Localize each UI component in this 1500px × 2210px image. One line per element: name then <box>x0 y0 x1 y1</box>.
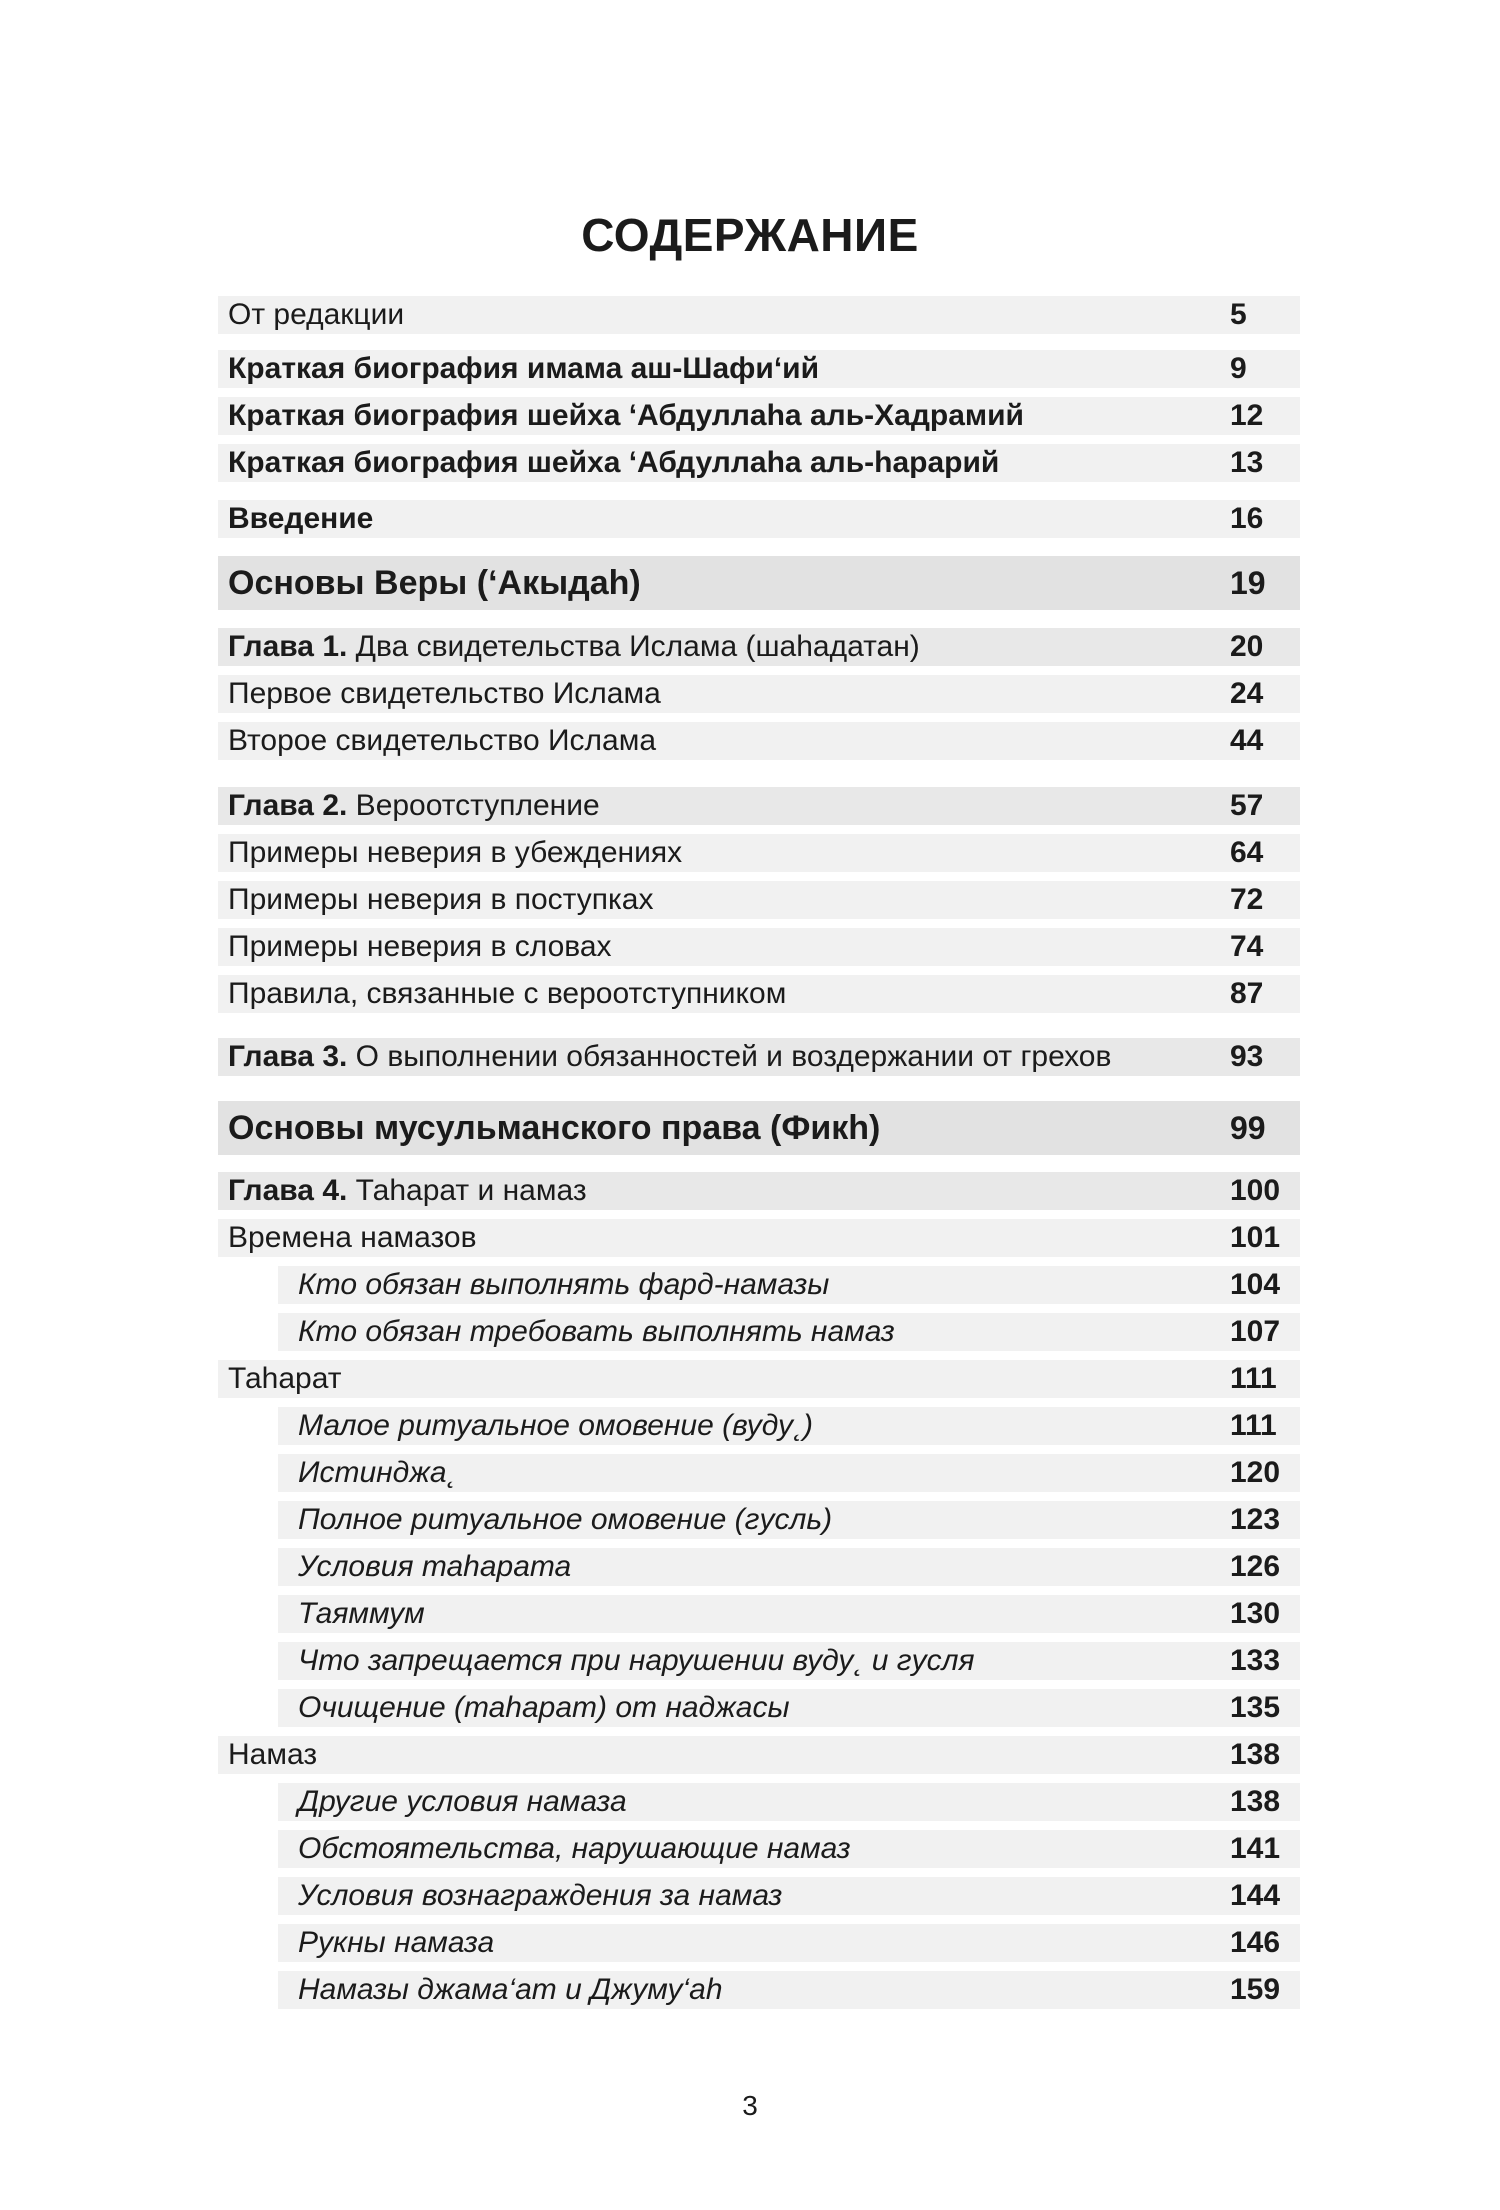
chapter-title: О выполнении обязанностей и воздержании от грехов <box>347 1040 1112 1073</box>
toc-entry-page: 101 <box>1230 1221 1281 1254</box>
toc-entry-page: 107 <box>1230 1315 1281 1348</box>
toc-entry-page: 111 <box>1230 1409 1277 1442</box>
toc-entry-title: Примеры неверия в поступках <box>228 883 654 916</box>
chapter-label: Глава 3. <box>228 1040 348 1073</box>
toc-subentry-wudu[interactable] <box>278 1407 1300 1445</box>
toc-entry-title: Обстоятельства, нарушающие намаз <box>298 1832 851 1865</box>
toc-entry-page: 24 <box>1230 677 1264 710</box>
toc-entry-title <box>228 628 920 666</box>
toc-entry-title: Времена намазов <box>228 1221 477 1254</box>
toc-entry-title: Условия вознаграждения за намаз <box>298 1879 783 1912</box>
toc-entry-page: 135 <box>1230 1691 1281 1724</box>
toc-entry-second-testimony[interactable] <box>218 722 1300 760</box>
toc-entry-title: Намазы джама‘ат и Джуму‘аh <box>298 1973 723 2006</box>
toc-subentry-obliged-require[interactable] <box>278 1313 1300 1351</box>
toc-entry-page: 159 <box>1230 1973 1281 2006</box>
toc-entry-page: 141 <box>1230 1832 1281 1865</box>
toc-entry-title: Истинджа˛ <box>298 1456 457 1489</box>
toc-entry-page: 138 <box>1230 1738 1281 1771</box>
toc-chapter-1[interactable] <box>218 628 1300 666</box>
toc-entry-title <box>228 1172 587 1210</box>
toc-entry-title: От редакции <box>228 298 405 331</box>
toc-entry-title: Условия таhарата <box>298 1550 572 1583</box>
toc-entry-title: Кто обязан выполнять фард-намазы <box>298 1268 830 1301</box>
toc-entry-title: Малое ритуальное омовение (вуду˛) <box>298 1409 813 1442</box>
toc-entry-title: Краткая биография шейха ‘Абдуллаhа аль-hарарий <box>228 446 1000 479</box>
chapter-label: Глава 1. <box>228 630 348 663</box>
toc-subentry-taharat-conditions[interactable] <box>278 1548 1300 1586</box>
toc-entry-title: Другие условия намаза <box>298 1785 627 1818</box>
toc-entry-title: Первое свидетельство Ислама <box>228 677 661 710</box>
toc-subentry-jamaat-jumua[interactable] <box>278 1971 1300 2009</box>
toc-entry-taharat[interactable] <box>218 1360 1300 1398</box>
toc-entry-biography-shafii[interactable] <box>218 350 1300 388</box>
toc-entry-title: Очищение (таhарат) от наджасы <box>298 1691 790 1724</box>
toc-entry-page: 20 <box>1230 630 1264 663</box>
toc-entry-biography-harari[interactable] <box>218 444 1300 482</box>
page-title: СОДЕРЖАНИЕ <box>581 209 919 261</box>
toc-subentry-tayammum[interactable] <box>278 1595 1300 1633</box>
toc-entry-disbelief-beliefs[interactable] <box>218 834 1300 872</box>
toc-entry-title: Кто обязан требовать выполнять намаз <box>298 1315 895 1348</box>
page-number: 3 <box>742 2090 758 2121</box>
toc-entry-prayer-times[interactable] <box>218 1219 1300 1257</box>
toc-entry-page: 64 <box>1230 836 1264 869</box>
toc-entry-first-testimony[interactable] <box>218 675 1300 713</box>
chapter-title: Два свидетельства Ислама (шаhадатан) <box>347 630 920 663</box>
toc-entry-page: 100 <box>1230 1174 1281 1207</box>
toc-entry-title: Таhарат <box>228 1362 342 1395</box>
toc-section-fiqh[interactable] <box>218 1101 1300 1155</box>
toc-section-aqida[interactable] <box>218 556 1300 610</box>
toc-chapter-2[interactable] <box>218 787 1300 825</box>
toc-entry-page: 123 <box>1230 1503 1281 1536</box>
toc-entry-page: 5 <box>1230 298 1247 331</box>
toc-entry-page: 126 <box>1230 1550 1281 1583</box>
toc-entry-apostate-rules[interactable] <box>218 975 1300 1013</box>
toc-entry-page: 13 <box>1230 446 1264 479</box>
toc-subentry-prohibitions[interactable] <box>278 1642 1300 1680</box>
chapter-label: Глава 2. <box>228 789 348 822</box>
toc-entry-title: Намаз <box>228 1738 318 1771</box>
toc-section-title: Основы Веры (‘Акыдаh) <box>228 564 641 602</box>
toc-entry-title: Краткая биография шейха ‘Абдуллаhа аль-Хадрамий <box>228 399 1024 432</box>
toc-entry-page: 111 <box>1230 1362 1277 1395</box>
chapter-title: Вероотступление <box>347 789 600 822</box>
toc-entry-page: 104 <box>1230 1268 1281 1301</box>
toc-subentry-invalidators[interactable] <box>278 1830 1300 1868</box>
toc-entry-page: 99 <box>1230 1110 1266 1146</box>
toc-chapter-4[interactable] <box>218 1172 1300 1210</box>
toc-entry-page: 72 <box>1230 883 1264 916</box>
toc-entry-title: Примеры неверия в убеждениях <box>228 836 683 869</box>
toc-entry-page: 87 <box>1230 977 1264 1010</box>
toc-entry-title: Правила, связанные с вероотступником <box>228 977 787 1010</box>
toc-subentry-istinja[interactable] <box>278 1454 1300 1492</box>
toc-entry-title <box>228 1038 1111 1076</box>
toc-entry-page: 120 <box>1230 1456 1281 1489</box>
toc-entry-page: 74 <box>1230 930 1264 963</box>
toc-subentry-reward-conditions[interactable] <box>278 1877 1300 1915</box>
toc-entry-title: Таяммум <box>298 1597 425 1630</box>
toc-entry-title <box>228 787 600 825</box>
toc-entry-page: 93 <box>1230 1040 1264 1073</box>
toc-entry-title: Полное ритуальное омовение (гусль) <box>298 1503 833 1536</box>
toc-entry-page: 44 <box>1230 724 1264 757</box>
toc-entry-page: 16 <box>1230 502 1264 535</box>
toc-entry-page: 144 <box>1230 1879 1281 1912</box>
toc-entry-title: Введение <box>228 502 374 535</box>
toc-entry-namaz[interactable] <box>218 1736 1300 1774</box>
toc-subentry-other-conditions[interactable] <box>278 1783 1300 1821</box>
toc-chapter-3[interactable] <box>218 1038 1300 1076</box>
toc-entry-page: 133 <box>1230 1644 1281 1677</box>
toc-subentry-rukns[interactable] <box>278 1924 1300 1962</box>
toc-entry-page: 57 <box>1230 789 1264 822</box>
toc-entry-page: 9 <box>1230 352 1247 385</box>
toc-entry-page: 12 <box>1230 399 1264 432</box>
toc-section-title: Основы мусульманского права (Фикh) <box>228 1109 881 1147</box>
toc-entry-page: 130 <box>1230 1597 1281 1630</box>
toc-entry-title: Краткая биография имама аш-Шафи‘ий <box>228 352 820 385</box>
toc-entry-biography-hadrami[interactable] <box>218 397 1300 435</box>
toc-entry-page: 146 <box>1230 1926 1281 1959</box>
chapter-label: Глава 4. <box>228 1174 348 1207</box>
toc-entry-disbelief-actions[interactable] <box>218 881 1300 919</box>
toc-entry-from-editors[interactable] <box>218 296 1300 334</box>
toc-entry-page: 19 <box>1230 565 1266 601</box>
toc-entry-page: 138 <box>1230 1785 1281 1818</box>
toc-subentry-obliged-fard[interactable] <box>278 1266 1300 1304</box>
toc-entry-introduction[interactable] <box>218 500 1300 538</box>
toc-entry-title: Примеры неверия в словах <box>228 930 612 963</box>
toc-entry-title: Что запрещается при нарушении вуду˛ и гусля <box>298 1644 975 1677</box>
toc-subentry-najasa[interactable] <box>278 1689 1300 1727</box>
chapter-title: Таhарат и намаз <box>347 1174 587 1207</box>
toc-subentry-ghusl[interactable] <box>278 1501 1300 1539</box>
toc-entry-title: Рукны намаза <box>298 1926 495 1959</box>
toc-entry-disbelief-words[interactable] <box>218 928 1300 966</box>
toc-entry-title: Второе свидетельство Ислама <box>228 724 657 757</box>
